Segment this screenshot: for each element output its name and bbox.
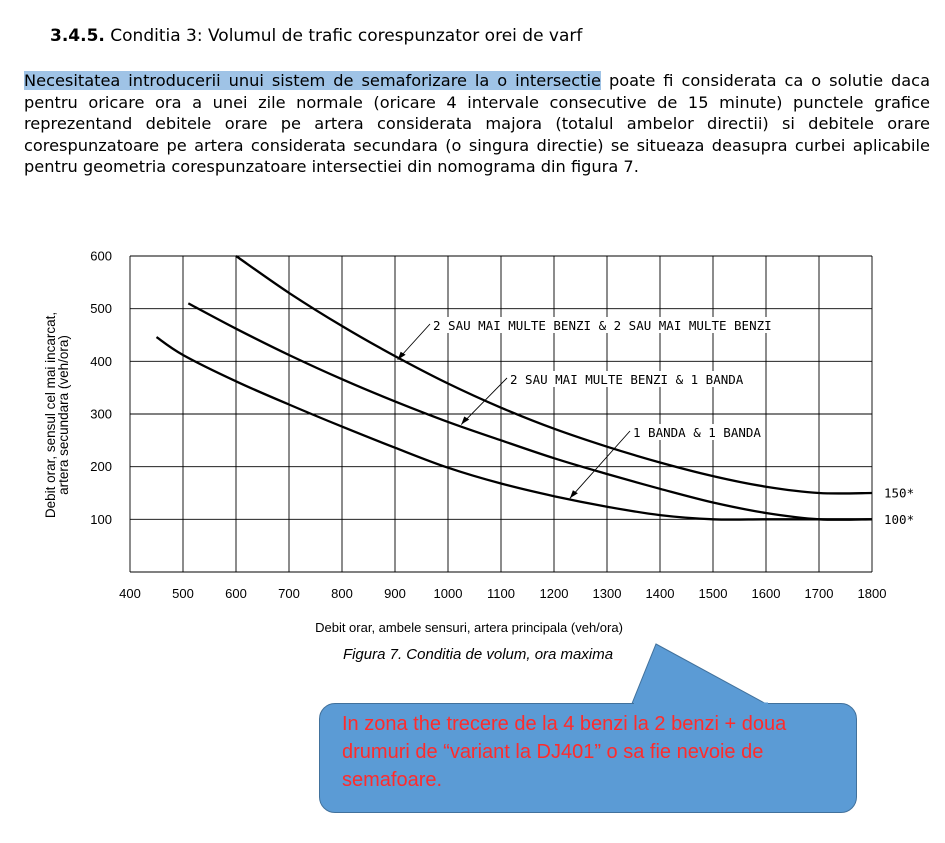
right-threshold-label: 100* xyxy=(884,511,915,527)
figure-caption: Figura 7. Conditia de volum, ora maxima xyxy=(342,646,614,663)
x-tick-label: 1800 xyxy=(857,586,887,601)
callout-text: In zona the trecere de la 4 benzi la 2 benzi + doua drumuri de “variant la DJ401” o sa fie nevoie de semafoare. xyxy=(342,713,787,791)
y-tick-label: 500 xyxy=(90,301,112,317)
x-tick-label: 1400 xyxy=(645,586,675,601)
y-axis-label-line2: artera secundara (veh/ora) xyxy=(56,335,71,495)
annotation-label: 1 BANDA & 1 BANDA xyxy=(633,425,761,440)
highlighted-text: Necesitatea introducerii unui sistem de semaforizare la o intersectie xyxy=(24,71,601,90)
x-tick-label: 1600 xyxy=(751,586,781,601)
x-tick-label: 1000 xyxy=(433,586,463,601)
x-tick-label: 1700 xyxy=(804,586,834,601)
section-title: Conditia 3: Volumul de trafic corespunzator orei de varf xyxy=(110,26,583,46)
y-tick-label: 200 xyxy=(90,459,112,475)
annotation-label: 2 SAU MAI MULTE BENZI & 2 SAU MAI MULTE BENZI xyxy=(433,318,772,333)
right-threshold-label: 150* xyxy=(884,485,915,501)
x-tick-label: 1300 xyxy=(592,586,622,601)
x-tick-label: 800 xyxy=(331,586,353,601)
y-tick-label: 100 xyxy=(90,511,112,527)
x-axis-label: Debit orar, ambele sensuri, artera principala (veh/ora) xyxy=(315,620,623,635)
annotation-label: 2 SAU MAI MULTE BENZI & 1 BANDA xyxy=(510,372,744,387)
section-number: 3.4.5. xyxy=(50,26,105,46)
y-tick-label: 300 xyxy=(90,406,112,422)
x-tick-label: 1500 xyxy=(698,586,728,601)
x-tick-label: 700 xyxy=(278,586,300,601)
y-tick-label: 600 xyxy=(90,248,112,264)
x-tick-label: 600 xyxy=(225,586,247,601)
x-tick-label: 900 xyxy=(384,586,406,601)
x-tick-label: 1200 xyxy=(539,586,569,601)
x-tick-label: 400 xyxy=(119,586,141,601)
x-tick-label: 1100 xyxy=(487,586,515,601)
x-tick-label: 500 xyxy=(172,586,194,601)
y-axis-label-line1: Debit orar, sensul cel mai incarcat, xyxy=(43,311,58,519)
y-tick-label: 400 xyxy=(90,353,112,369)
paragraph-text: poate fi considerata ca o solutie daca pentru oricare ora a unei zile normale (oricare 4 intervale consecutive de 15 minute) punctele grafice reprezentand debitele orare pe artera considerata majora (totalul ambelor directii) si debitele orare corespunzatoare pe artera considerata secundara (o singura directie) se situeaza deasupra curbei aplicabile pentru geometria corespunzatoare intersectiei din nomograma din figura 7. xyxy=(24,71,931,176)
